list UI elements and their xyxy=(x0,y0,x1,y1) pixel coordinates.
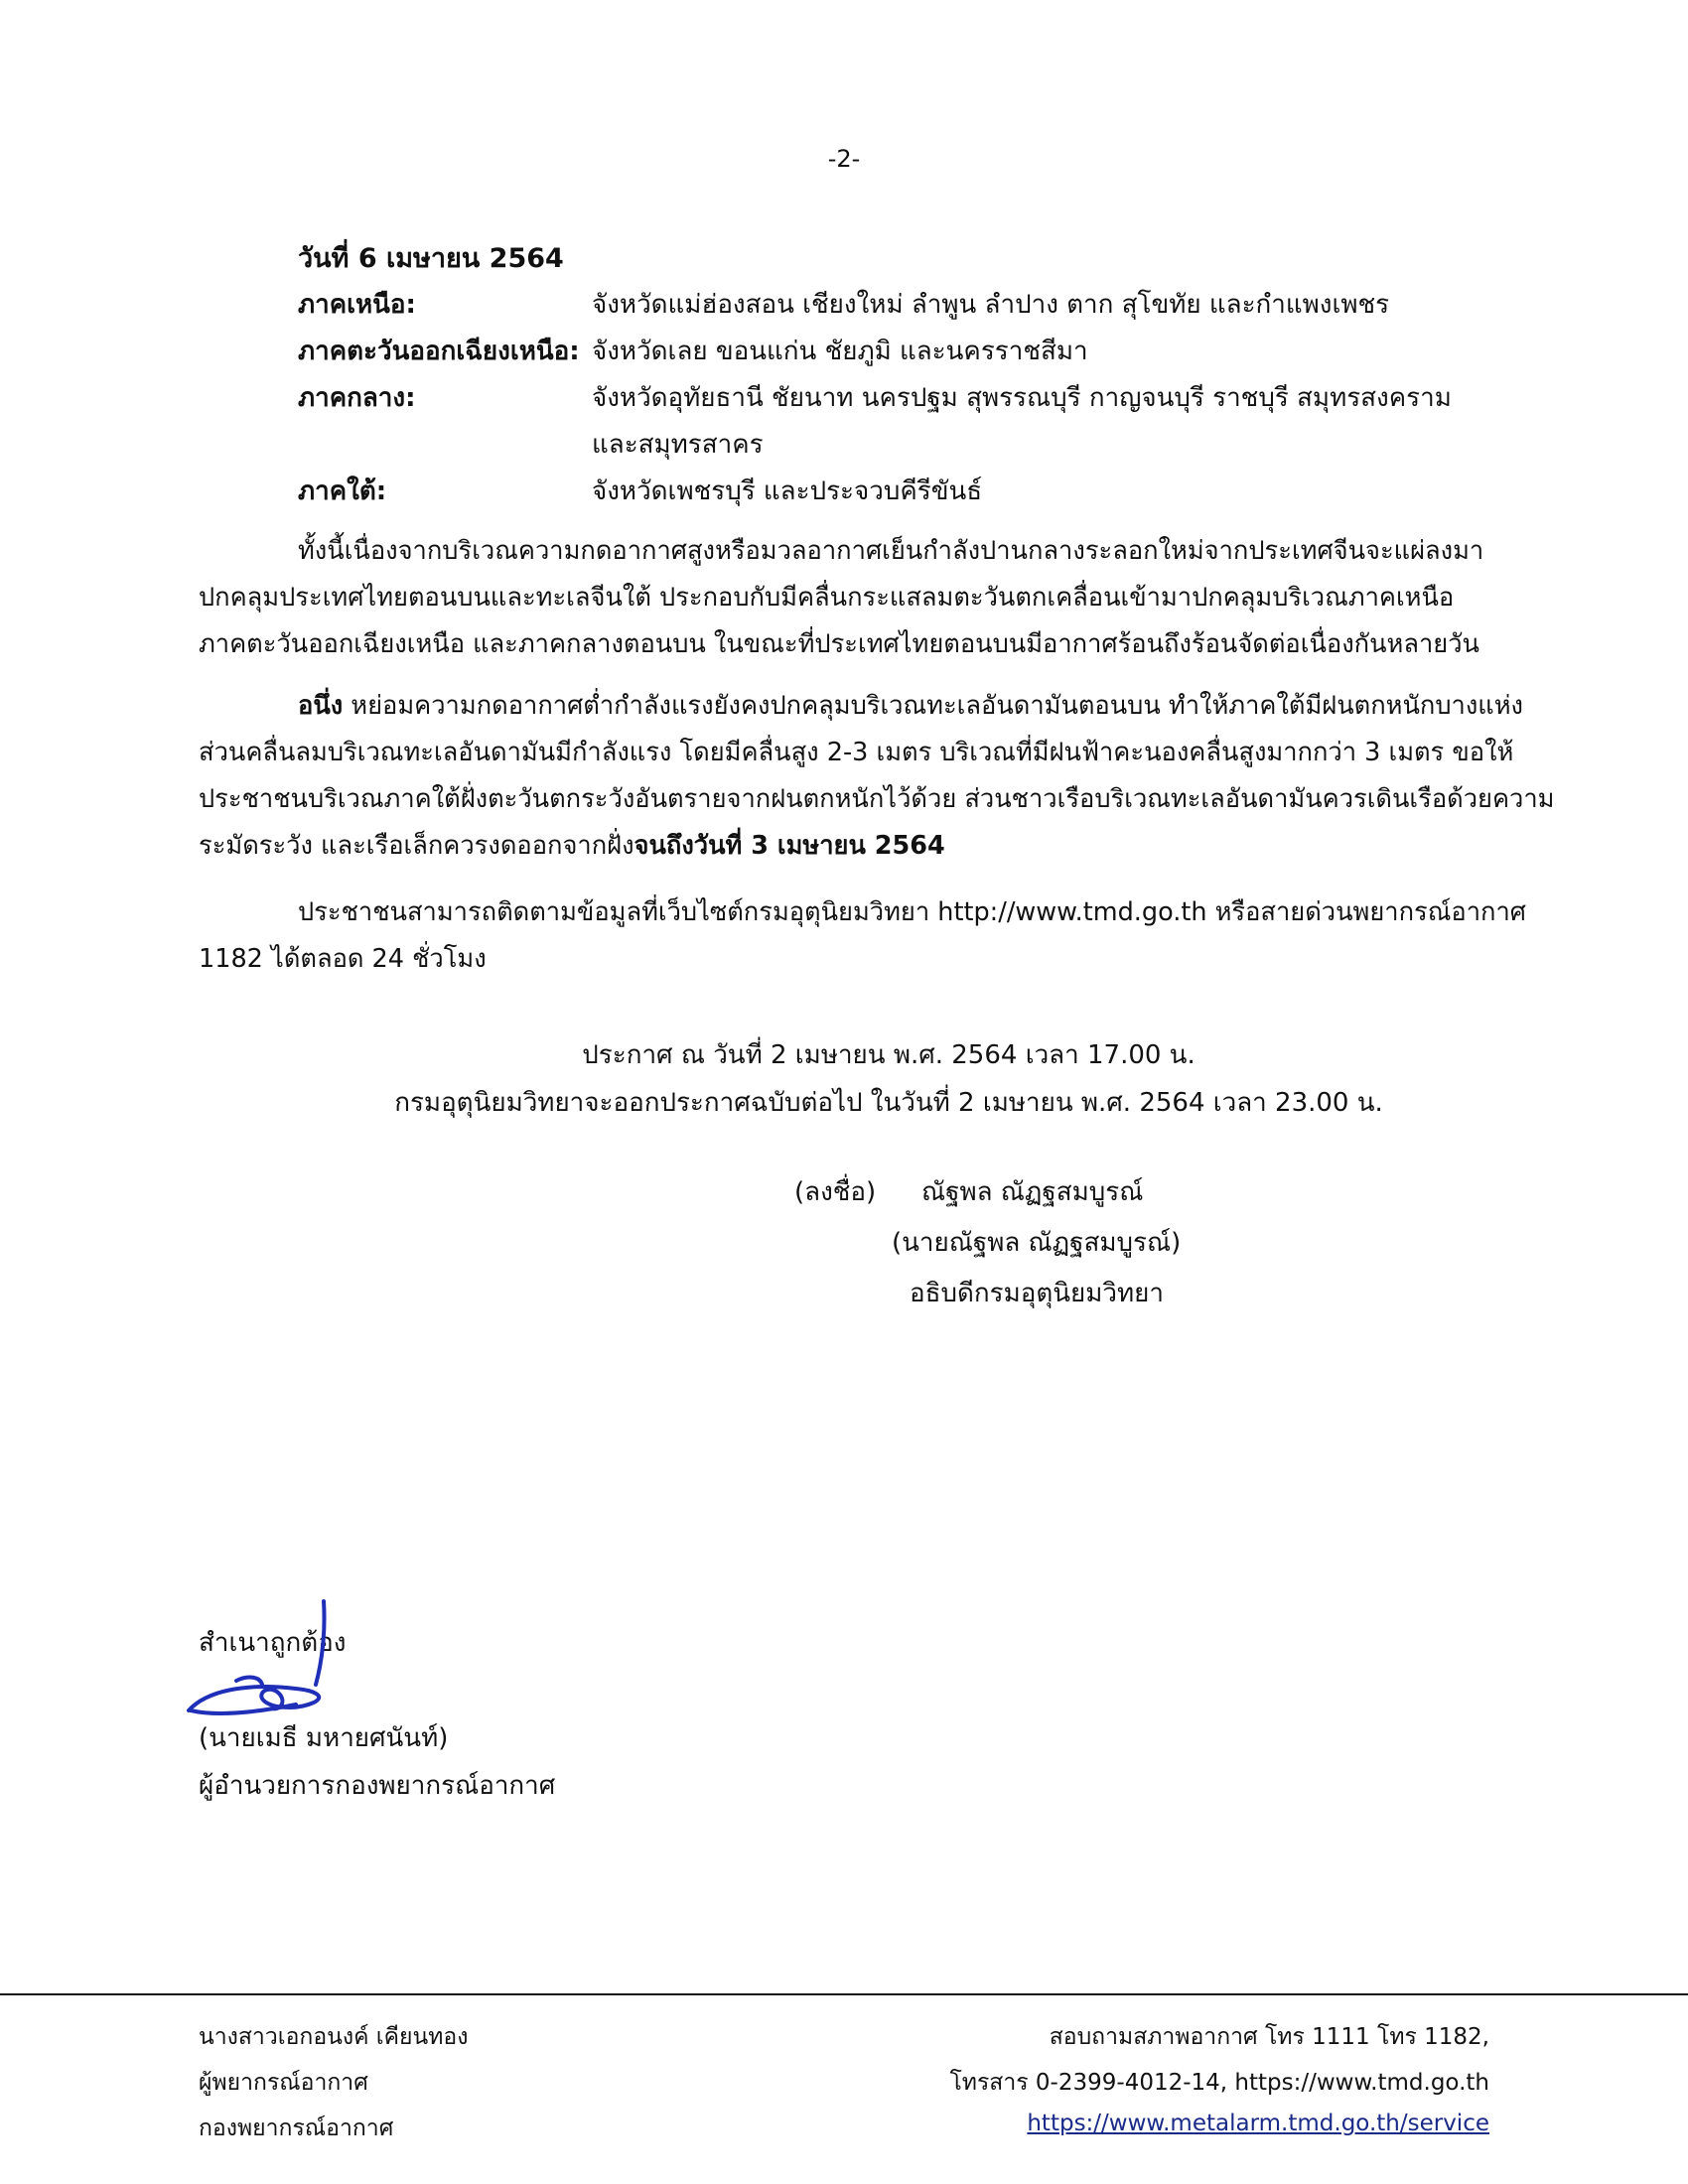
paragraph-line xyxy=(199,823,1489,870)
paragraph-line: ภาคตะวันออกเฉียงเหนือ และภาคกลางตอนบน ในขณะที่ประเทศไทยตอนบนมีอากาศร้อนถึงร้อนจัดต่อเนื่องกันหลายวัน xyxy=(199,629,1479,659)
region-provinces-northeast: จังหวัดเลย ขอนแก่น ชัยภูมิ และนครราชสีมา xyxy=(592,337,1088,366)
region-label-central: ภาคกลาง: xyxy=(298,383,416,413)
paragraph-line: 1182 ได้ตลอด 24 ชั่วโมง xyxy=(199,944,487,974)
region-provinces-central: จังหวัดอุทัยธานี ชัยนาท นครปฐม สุพรรณบุรี กาญจนบุรี ราชบุรี สมุทรสงคราม xyxy=(592,383,1452,413)
paragraph-until-date: จนถึงวันที่ 3 เมษายน 2564 xyxy=(633,831,945,861)
footer-phone-info: สอบถามสภาพอากาศ โทร 1111 โทร 1182, xyxy=(1049,2024,1489,2050)
footer-divider xyxy=(0,1993,1688,1995)
footer-forecaster-role: ผู้พยากรณ์อากาศ xyxy=(199,2070,368,2096)
certifier-title: ผู้อำนวยการกองพยากรณ์อากาศ xyxy=(199,1771,556,1801)
handwritten-signature xyxy=(177,1593,355,1722)
signed-label: (ลงชื่อ) xyxy=(794,1177,877,1207)
region-provinces-central-cont: และสมุทรสาคร xyxy=(592,430,764,460)
region-provinces-south: จังหวัดเพชรบุรี และประจวบคีรีขันธ์ xyxy=(592,477,983,506)
footer-division: กองพยากรณ์อากาศ xyxy=(199,2116,394,2141)
region-label-northeast: ภาคตะวันออกเฉียงเหนือ: xyxy=(298,337,580,366)
signed-name: ณัฐพล ณัฏฐสมบูรณ์ xyxy=(921,1177,1144,1207)
paragraph-high-pressure xyxy=(199,528,1489,668)
signatory-title: อธิบดีกรมอุตุนิยมวิทยา xyxy=(910,1279,1164,1308)
paragraph-line xyxy=(199,683,1524,730)
region-label-north: ภาคเหนือ: xyxy=(298,290,416,320)
paragraph-low-pressure xyxy=(199,683,1555,870)
page-number: -2- xyxy=(827,145,861,173)
paragraph-line: ปกคลุมประเทศไทยตอนบนและทะเลจีนใต้ ประกอบกับมีคลื่นกระแสลมตะวันตกเคลื่อนเข้ามาปกคลุมบริเวณภาคเหนือ xyxy=(199,583,1455,613)
region-provinces-north: จังหวัดแม่ฮ่องสอน เชียงใหม่ ลำพูน ลำปาง ตาก สุโขทัย และกำแพงเพชร xyxy=(592,290,1390,320)
paragraph-line: ประชาชนบริเวณภาคใต้ฝั่งตะวันตกระวังอันตรายจากฝนตกหนักไว้ด้วย ส่วนชาวเรือบริเวณทะเลอันดามันควรเดินเรือด้วยความ xyxy=(199,784,1555,814)
region-label-south: ภาคใต้: xyxy=(298,477,387,506)
paragraph-text: ระมัดระวัง และเรือเล็กควรงดออกจากฝั่ง xyxy=(199,831,634,861)
certified-copy-label: สำเนาถูกต้อง xyxy=(199,1628,347,1658)
footer-service-link[interactable]: https://www.metalarm.tmd.go.th/service xyxy=(1027,2111,1489,2136)
paragraph-line: ประชาชนสามารถติดตามข้อมูลที่เว็บไซต์กรมอุตุนิยมวิทยา http://www.tmd.go.th หรือสายด่วนพยากรณ์อากาศ xyxy=(298,897,1526,927)
footer-forecaster-name: นางสาวเอกอนงค์ เคียนทอง xyxy=(199,2024,469,2050)
forecast-date-heading: วันที่ 6 เมษายน 2564 xyxy=(298,243,564,274)
paragraph-lead-bold: อนึ่ง xyxy=(298,691,344,721)
signatory-full-name: (นายณัฐพล ณัฏฐสมบูรณ์) xyxy=(892,1228,1182,1258)
paragraph-line: ทั้งนี้เนื่องจากบริเวณความกดอากาศสูงหรือมวลอากาศเย็นกำลังปานกลางระลอกใหม่จากประเทศจีนจะแผ่ลงมา xyxy=(298,536,1484,566)
certifier-name: (นายเมธี มหายศนันท์) xyxy=(199,1723,449,1753)
paragraph-line: ส่วนคลื่นลมบริเวณทะเลอันดามันมีกำลังแรง โดยมีคลื่นสูง 2-3 เมตร บริเวณที่มีฝนฟ้าคะนองคลื่นสูงมากกว่า 3 เมตร ขอให้ xyxy=(199,738,1514,767)
announcement-time: ประกาศ ณ วันที่ 2 เมษายน พ.ศ. 2564 เวลา 17.00 น. xyxy=(582,1040,1196,1070)
next-announcement: กรมอุตุนิยมวิทยาจะออกประกาศฉบับต่อไป ในวันที่ 2 เมษายน พ.ศ. 2564 เวลา 23.00 น. xyxy=(394,1088,1383,1118)
paragraph-contact xyxy=(199,889,1526,983)
paragraph-text: หย่อมความกดอากาศต่ำกำลังแรงยังคงปกคลุมบริเวณทะเลอันดามันตอนบน ทำให้ภาคใต้มีฝนตกหนักบางแห่ง xyxy=(343,691,1524,721)
footer-fax-info: โทรสาร 0-2399-4012-14, https://www.tmd.go.th xyxy=(949,2070,1489,2096)
